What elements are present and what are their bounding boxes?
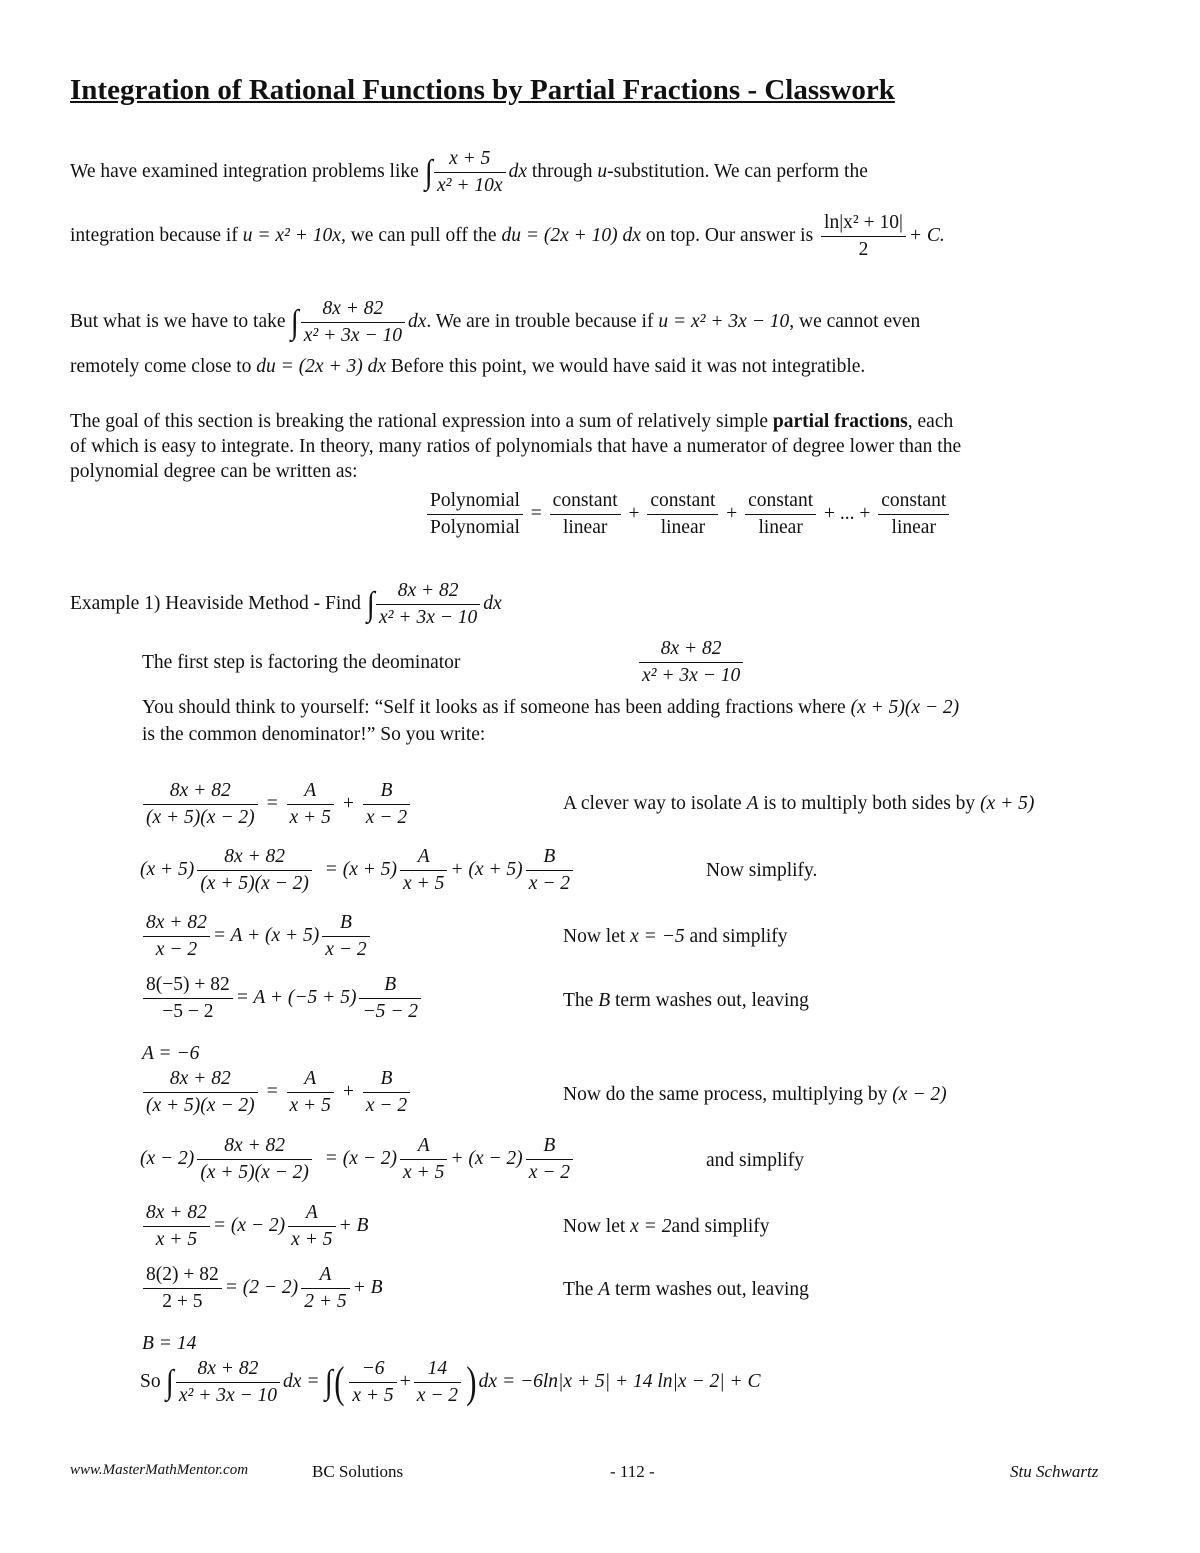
polynomial-equation: $\frac{\text{Polynomial}}{\text{Polynomial}}$ = $\frac{\text{constant}}{\text{linear}}$ + $\frac{\text{constant}}{\text{linear}}$ + $\frac{\text{constant}}{\text{linear}}$ + ... + $\frac{\text{constant}}{\text{linear}}$ <box>424 488 952 541</box>
footer-section: BC Solutions <box>312 1462 404 1481</box>
note-text: Now let <box>563 1216 626 1237</box>
numerator: A <box>301 1262 349 1289</box>
denominator: x² + 3x − 10 <box>642 665 741 686</box>
eq-a2 <box>140 844 576 897</box>
math-expr: (x + 5) <box>140 858 195 880</box>
numerator: 8x + 82 <box>301 296 405 323</box>
integral-sign: ∫ <box>325 1363 334 1401</box>
goal-text: The goal of this section is breaking the rational expression into a sum of relatively simple <box>70 411 769 432</box>
denominator: −5 − 2 <box>362 1001 419 1022</box>
fraction <box>414 1356 461 1409</box>
note-text: term washes out, leaving <box>615 990 809 1011</box>
intro-line-3 <box>70 296 920 349</box>
fraction <box>301 296 405 349</box>
numerator: ln|x² + 10| <box>821 210 906 237</box>
fraction <box>550 488 621 541</box>
step-1: The first step is factoring the deominator <box>142 652 461 673</box>
intro-line-2 <box>70 210 945 263</box>
fraction <box>434 146 506 199</box>
u-var: u <box>597 160 608 182</box>
math-expr: u = x² + 3x − 10 <box>658 310 790 332</box>
math-expr: (x + 5) <box>980 793 1035 814</box>
math-expr: dx = −6ln|x + 5| + 14 ln|x − 2| + C <box>478 1370 761 1392</box>
denominator: x² + 3x − 10 <box>303 325 402 346</box>
intro-text: But what is we have to take <box>70 310 286 332</box>
fraction <box>745 488 816 541</box>
denominator: x + 5 <box>352 1385 394 1406</box>
denominator: (x + 5)(x − 2) <box>146 1095 255 1116</box>
note-text: A clever way to isolate <box>563 793 742 814</box>
numerator: A <box>400 1133 447 1160</box>
denominator: x + 5 <box>289 807 331 828</box>
denominator: x − 2 <box>155 939 198 960</box>
denominator: −5 − 2 <box>162 1001 214 1022</box>
fraction <box>143 910 210 963</box>
footer-page-number: - 112 - <box>610 1462 655 1481</box>
fraction <box>376 578 480 631</box>
numerator: B <box>363 778 410 805</box>
note-text: The <box>563 1279 594 1300</box>
footer-author: Stu Schwartz <box>1010 1462 1099 1481</box>
math-var: A <box>598 1279 611 1300</box>
note-a2: Now simplify. <box>706 860 818 881</box>
numerator: x + 5 <box>434 146 506 173</box>
numerator: A <box>288 1200 335 1227</box>
numerator: constant <box>878 488 949 515</box>
intro-line-1 <box>70 146 868 199</box>
numerator: −6 <box>349 1356 396 1383</box>
fraction <box>878 488 949 541</box>
math-expr: du = (2x + 10) dx <box>501 224 641 246</box>
numerator: A <box>287 778 334 805</box>
numerator: 8x + 82 <box>197 844 312 871</box>
fraction <box>143 1200 210 1253</box>
math-var: A <box>746 793 759 814</box>
intro-text: -substitution. We can perform the <box>607 160 868 182</box>
denominator: linear <box>758 517 803 538</box>
integral-sign: ∫ <box>424 153 433 191</box>
denominator: (x + 5)(x − 2) <box>146 807 255 828</box>
intro-text: on top. Our answer is <box>645 224 814 246</box>
intro-text: remotely come close to <box>70 356 252 377</box>
denominator: 2 <box>858 239 869 260</box>
intro-text: Before this point, we would have said it was not integratible. <box>390 356 866 377</box>
dx: dx <box>483 592 502 614</box>
fraction <box>363 1066 410 1119</box>
think-text: You should think to yourself: “Self it looks as if someone has been adding fractions where <box>142 697 846 718</box>
note-b3 <box>563 1216 770 1238</box>
goal-line-3: polynomial degree can be written as: <box>70 461 358 482</box>
so-text: So <box>140 1370 161 1392</box>
goal-line-1 <box>70 410 953 434</box>
denominator: x − 2 <box>365 1095 408 1116</box>
note-text: is to multiply both sides by <box>763 793 976 814</box>
math-expr: = (2 − 2) <box>224 1276 299 1298</box>
intro-text: , we cannot even <box>789 310 921 332</box>
step-1-fraction <box>636 636 746 689</box>
result-a: A = −6 <box>142 1043 200 1064</box>
denominator: x + 5 <box>155 1229 198 1250</box>
result-b: B = 14 <box>142 1333 197 1354</box>
intro-text: we can pull off the <box>350 224 497 246</box>
fraction <box>349 1356 396 1409</box>
math-expr: u = x² + 10x, <box>242 224 346 246</box>
denominator: (x + 5)(x − 2) <box>200 873 309 894</box>
final-result: So ∫ $\frac{8x + 82}{\text{x² + 3x − 10}}$ dx = ∫( $\frac{-6}{x + 5}$ + $\frac{14}{x - 2}$ ) dx = −6ln|x + 5| + 14 ln|x − 2| + C <box>140 1358 761 1407</box>
footer-site: www.MasterMathMentor.com <box>70 1462 249 1478</box>
think-line-1 <box>142 696 959 720</box>
left-paren: ( <box>333 1358 345 1407</box>
numerator: B <box>359 972 421 999</box>
numerator: 8x + 82 <box>197 1133 312 1160</box>
denominator: Polynomial <box>430 517 520 538</box>
math-expr: (x − 2) <box>892 1084 947 1105</box>
page-title: Integration of Rational Functions by Partial Fractions - Classwork <box>70 74 895 106</box>
intro-line-4 <box>70 355 865 379</box>
eq-a3 <box>140 910 373 963</box>
denominator: x² + 3x − 10 <box>379 607 478 628</box>
fraction <box>427 488 523 541</box>
numerator: 8x + 82 <box>143 778 258 805</box>
intro-text: We have examined integration problems like <box>70 160 419 182</box>
fraction <box>363 778 410 831</box>
note-b4 <box>563 1279 809 1301</box>
fraction <box>526 1133 573 1186</box>
fraction <box>647 488 718 541</box>
denominator: x + 5 <box>291 1229 333 1250</box>
numerator: B <box>526 844 573 871</box>
fraction <box>359 972 421 1025</box>
denominator: linear <box>891 517 936 538</box>
eq-a4 <box>140 972 424 1025</box>
note-b2: and simplify <box>706 1150 805 1171</box>
denominator: linear <box>660 517 706 538</box>
denominator: x − 2 <box>528 873 571 894</box>
math-expr: du = (2x + 3) dx <box>256 356 387 377</box>
math-expr: + B <box>338 1214 369 1236</box>
numerator: constant <box>647 488 718 515</box>
math-expr: = A + (x + 5) <box>212 924 320 946</box>
fraction <box>288 1200 335 1253</box>
example-heading <box>70 578 502 631</box>
eq-b3 <box>140 1200 368 1253</box>
denominator: x − 2 <box>416 1385 459 1406</box>
numerator: 8(−5) + 82 <box>143 972 233 999</box>
math-expr: + C. <box>908 224 945 246</box>
fraction <box>176 1356 280 1409</box>
intro-text: . We are in trouble because if <box>426 310 654 332</box>
fraction <box>639 636 743 689</box>
fraction <box>322 910 369 963</box>
fraction <box>821 210 906 263</box>
denominator: x + 5 <box>403 873 445 894</box>
fraction <box>143 1262 222 1315</box>
fraction <box>301 1262 349 1315</box>
numerator: A <box>287 1066 334 1093</box>
dx: dx <box>407 310 427 332</box>
denominator: x + 5 <box>289 1095 331 1116</box>
intro-text: integration because if <box>70 224 238 246</box>
integral-sign: ∫ <box>366 585 375 623</box>
math-expr: = (x − 2) <box>324 1147 398 1169</box>
example-text: Example 1) Heaviside Method - Find <box>70 592 361 614</box>
numerator: 8x + 82 <box>376 578 480 605</box>
numerator: 8x + 82 <box>143 1066 258 1093</box>
ellipsis: + ... + <box>824 502 871 524</box>
math-expr: = (x − 2) <box>212 1214 286 1236</box>
integral-sign: ∫ <box>291 303 300 341</box>
math-expr: dx = <box>283 1370 320 1392</box>
math-expr: x = 2 <box>630 1216 672 1237</box>
eq-b2 <box>140 1133 576 1186</box>
note-text: Now do the same process, multiplying by <box>563 1084 888 1105</box>
note-text: Now let <box>563 926 626 947</box>
dx: dx <box>508 160 527 182</box>
note-text: term washes out, leaving <box>615 1279 809 1300</box>
numerator: 14 <box>414 1356 461 1383</box>
math-var: B <box>598 990 611 1011</box>
fraction <box>143 972 233 1025</box>
fraction <box>143 1066 258 1119</box>
math-expr: + (x + 5) <box>450 858 523 880</box>
math-expr: = (x + 5) <box>324 858 398 880</box>
note-text: The <box>563 990 594 1011</box>
fraction <box>400 844 447 897</box>
math-expr: x = −5 <box>630 926 685 947</box>
numerator: 8x + 82 <box>176 1356 280 1383</box>
note-a3 <box>563 926 788 948</box>
note-text: and simplify <box>689 926 788 947</box>
math-expr: + B <box>352 1276 383 1298</box>
numerator: B <box>526 1133 573 1160</box>
denominator: linear <box>562 517 608 538</box>
fraction <box>143 778 258 831</box>
eq-b4 <box>140 1262 383 1315</box>
note-text: and simplify <box>671 1216 770 1237</box>
numerator: B <box>363 1066 410 1093</box>
integral-sign: ∫ <box>166 1363 175 1401</box>
numerator: constant <box>745 488 816 515</box>
numerator: Polynomial <box>427 488 523 515</box>
fraction <box>197 844 312 897</box>
note-a4 <box>563 990 809 1012</box>
fraction <box>287 778 334 831</box>
denominator: x − 2 <box>528 1162 571 1183</box>
eq-a1: $\frac{8x + 82}{(x + 5)(x - 2)}$ = $\frac{A}{x + 5}$ + $\frac{B}{x - 2}$ <box>140 778 413 831</box>
fraction <box>526 844 573 897</box>
denominator: 2 + 5 <box>162 1291 203 1312</box>
denominator: x² + 3x − 10 <box>178 1385 278 1406</box>
denominator: x − 2 <box>365 807 408 828</box>
numerator: 8x + 82 <box>639 636 743 663</box>
numerator: B <box>322 910 369 937</box>
goal-text: , each <box>907 411 954 432</box>
denominator: (x + 5)(x − 2) <box>200 1162 309 1183</box>
fraction <box>287 1066 334 1119</box>
bold-term: partial fractions <box>772 411 908 432</box>
note-b1 <box>563 1084 947 1106</box>
numerator: constant <box>550 488 621 515</box>
eq-b1: $\frac{8x + 82}{(x + 5)(x - 2)}$ = $\frac{A}{x + 5}$ + $\frac{B}{x - 2}$ <box>140 1066 413 1119</box>
numerator: 8x + 82 <box>143 910 210 937</box>
note-a1 <box>563 793 1034 815</box>
denominator: 2 + 5 <box>304 1291 347 1312</box>
intro-text: through <box>531 160 593 182</box>
denominator: x + 5 <box>403 1162 445 1183</box>
math-expr: + (x − 2) <box>450 1147 523 1169</box>
fraction <box>197 1133 312 1186</box>
right-paren: ) <box>466 1358 477 1407</box>
math-expr: (x − 2) <box>140 1147 195 1169</box>
fraction <box>400 1133 447 1186</box>
math-expr: (x + 5)(x − 2) <box>850 697 960 718</box>
math-expr: = A + (−5 + 5) <box>235 986 357 1008</box>
numerator: 8(2) + 82 <box>143 1262 222 1289</box>
denominator: x − 2 <box>325 939 367 960</box>
numerator: 8x + 82 <box>143 1200 210 1227</box>
numerator: A <box>400 844 447 871</box>
think-line-2: is the common denominator!” So you write: <box>142 724 486 745</box>
denominator: x² + 10x <box>436 175 503 196</box>
goal-line-2: of which is easy to integrate. In theory, many ratios of polynomials that have a numerator of degree lower than the <box>70 436 962 457</box>
